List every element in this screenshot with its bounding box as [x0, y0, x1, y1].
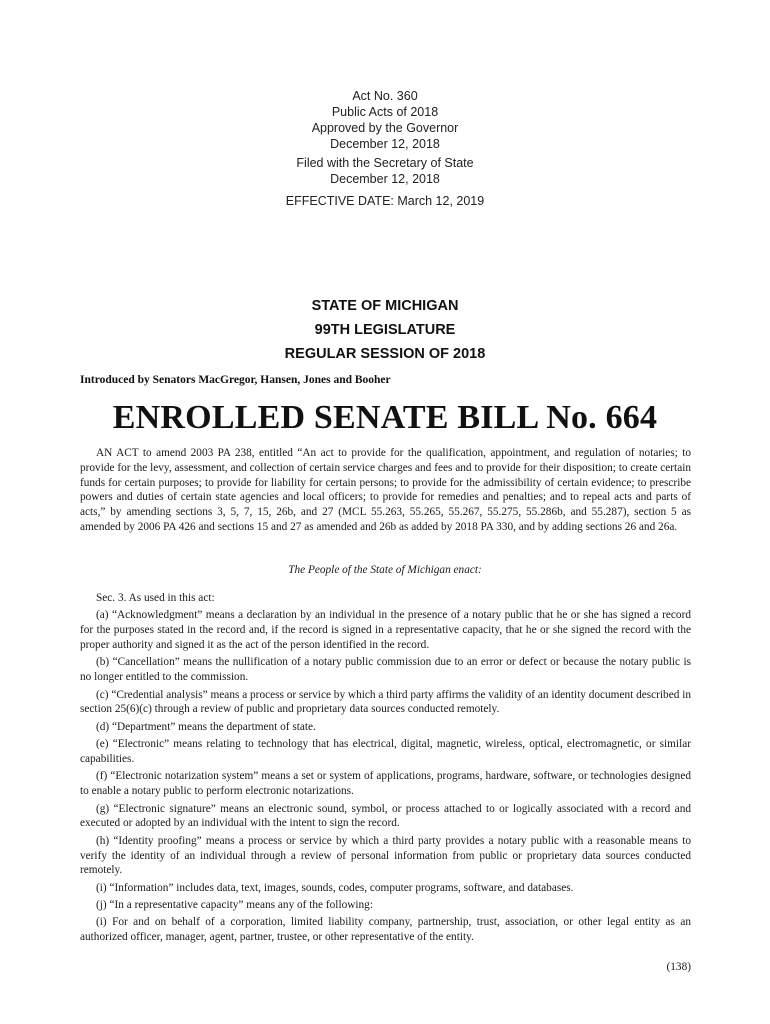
- state-block: [0, 294, 770, 366]
- definition-paragraph: (f) “Electronic notarization system” means a set or system of applications, programs, hardware, software, or technologies designed to enable a notary public to perform electronic notarizations.: [80, 770, 691, 798]
- bill-title: ENROLLED SENATE BILL No. 664: [112, 399, 658, 436]
- legislature: 99TH LEGISLATURE: [314, 322, 456, 338]
- definition-paragraph: (a) “Acknowledgment” means a declaration by an individual in the presence of a notary public that he or she has signed a record for the purposes stated in the record and, if the record is signed in a representative capacity, that he or she signed the record with the proper authority and signed it as the act of the person identified in the record.: [80, 609, 691, 651]
- definition-paragraph: (h) “Identity proofing” means a process or service by which a third party provides a notary public with a reasonable means to verify the identity of an individual through a review of personal information from public or proprietary data sources conducted remotely.: [80, 834, 691, 877]
- session: REGULAR SESSION OF 2018: [284, 346, 486, 362]
- filed-date: December 12, 2018: [330, 172, 440, 186]
- definition-paragraph: (j) “In a representative capacity” means any of the following:: [96, 899, 373, 912]
- act-header: [0, 88, 770, 152]
- approved-date: December 12, 2018: [330, 137, 440, 151]
- page-number: (138): [666, 961, 691, 973]
- sections-body: [80, 591, 691, 948]
- definition-paragraph: (i) For and on behalf of a corporation, limited liability company, partnership, trust, association, or other legal entity as an authorized officer, manager, agent, partner, trustee, or other representative of the entity.: [80, 916, 691, 944]
- definition-paragraph: (d) “Department” means the department of state.: [96, 720, 316, 733]
- definition-paragraph: (b) “Cancellation” means the nullification of a notary public commission due to an error or defect or because the notary public is no longer entitled to the commission.: [80, 656, 691, 684]
- act-number: Act No. 360: [352, 89, 418, 103]
- definition-paragraph: (i) “Information” includes data, text, images, sounds, codes, computer programs, software, and databases.: [96, 881, 574, 894]
- definition-paragraph: (e) “Electronic” means relating to technology that has electrical, digital, magnetic, wireless, optical, electromagnetic, or similar capabilities.: [80, 738, 691, 765]
- filed-line: Filed with the Secretary of State: [296, 156, 474, 170]
- effective-date: EFFECTIVE DATE: March 12, 2019: [285, 194, 485, 208]
- introduced-by: Introduced by Senators MacGregor, Hansen, Jones and Booher: [80, 374, 391, 386]
- state-name: STATE OF MICHIGAN: [311, 298, 459, 314]
- approved-line: Approved by the Governor: [311, 121, 459, 135]
- filed-block: [0, 155, 770, 187]
- enacting-clause: The People of the State of Michigan enact:: [288, 564, 482, 576]
- section-heading: Sec. 3. As used in this act:: [96, 592, 215, 604]
- public-acts: Public Acts of 2018: [331, 105, 439, 119]
- definition-paragraph: (c) “Credential analysis” means a process or service by which a third party affirms the validity of an identity document described in section 25(6)(c) through a review of public and proprietary data sources conducted remotely.: [80, 688, 691, 716]
- definition-paragraph: (g) “Electronic signature” means an electronic sound, symbol, or process attached to or logically associated with a record and executed or adopted by an individual with the intent to sign the record.: [80, 802, 691, 830]
- act-title-paragraph: AN ACT to amend 2003 PA 238, entitled “An act to provide for the qualification, appointment, and regulation of notaries; to provide for the levy, assessment, and collection of certain service charges and fees and to provide for their disposition; to create certain funds for certain purposes; to provide for liability for certain persons; to provide for the admissibility of certain evidence; to prescribe powers and duties of certain state agencies and local officers; to provide for remedies and penalties; and to repeal acts and parts of acts,” by amending sections 3, 5, 7, 15, 26b, and 27 (MCL 55.263, 55.265, 55.267, 55.275, 55.286b, and 55.287), section 5 as amended by 2006 PA 426 and sections 15 and 27 as amended and 26b as added by 2018 PA 330, and by adding sections 26 and 26a.: [80, 447, 691, 533]
